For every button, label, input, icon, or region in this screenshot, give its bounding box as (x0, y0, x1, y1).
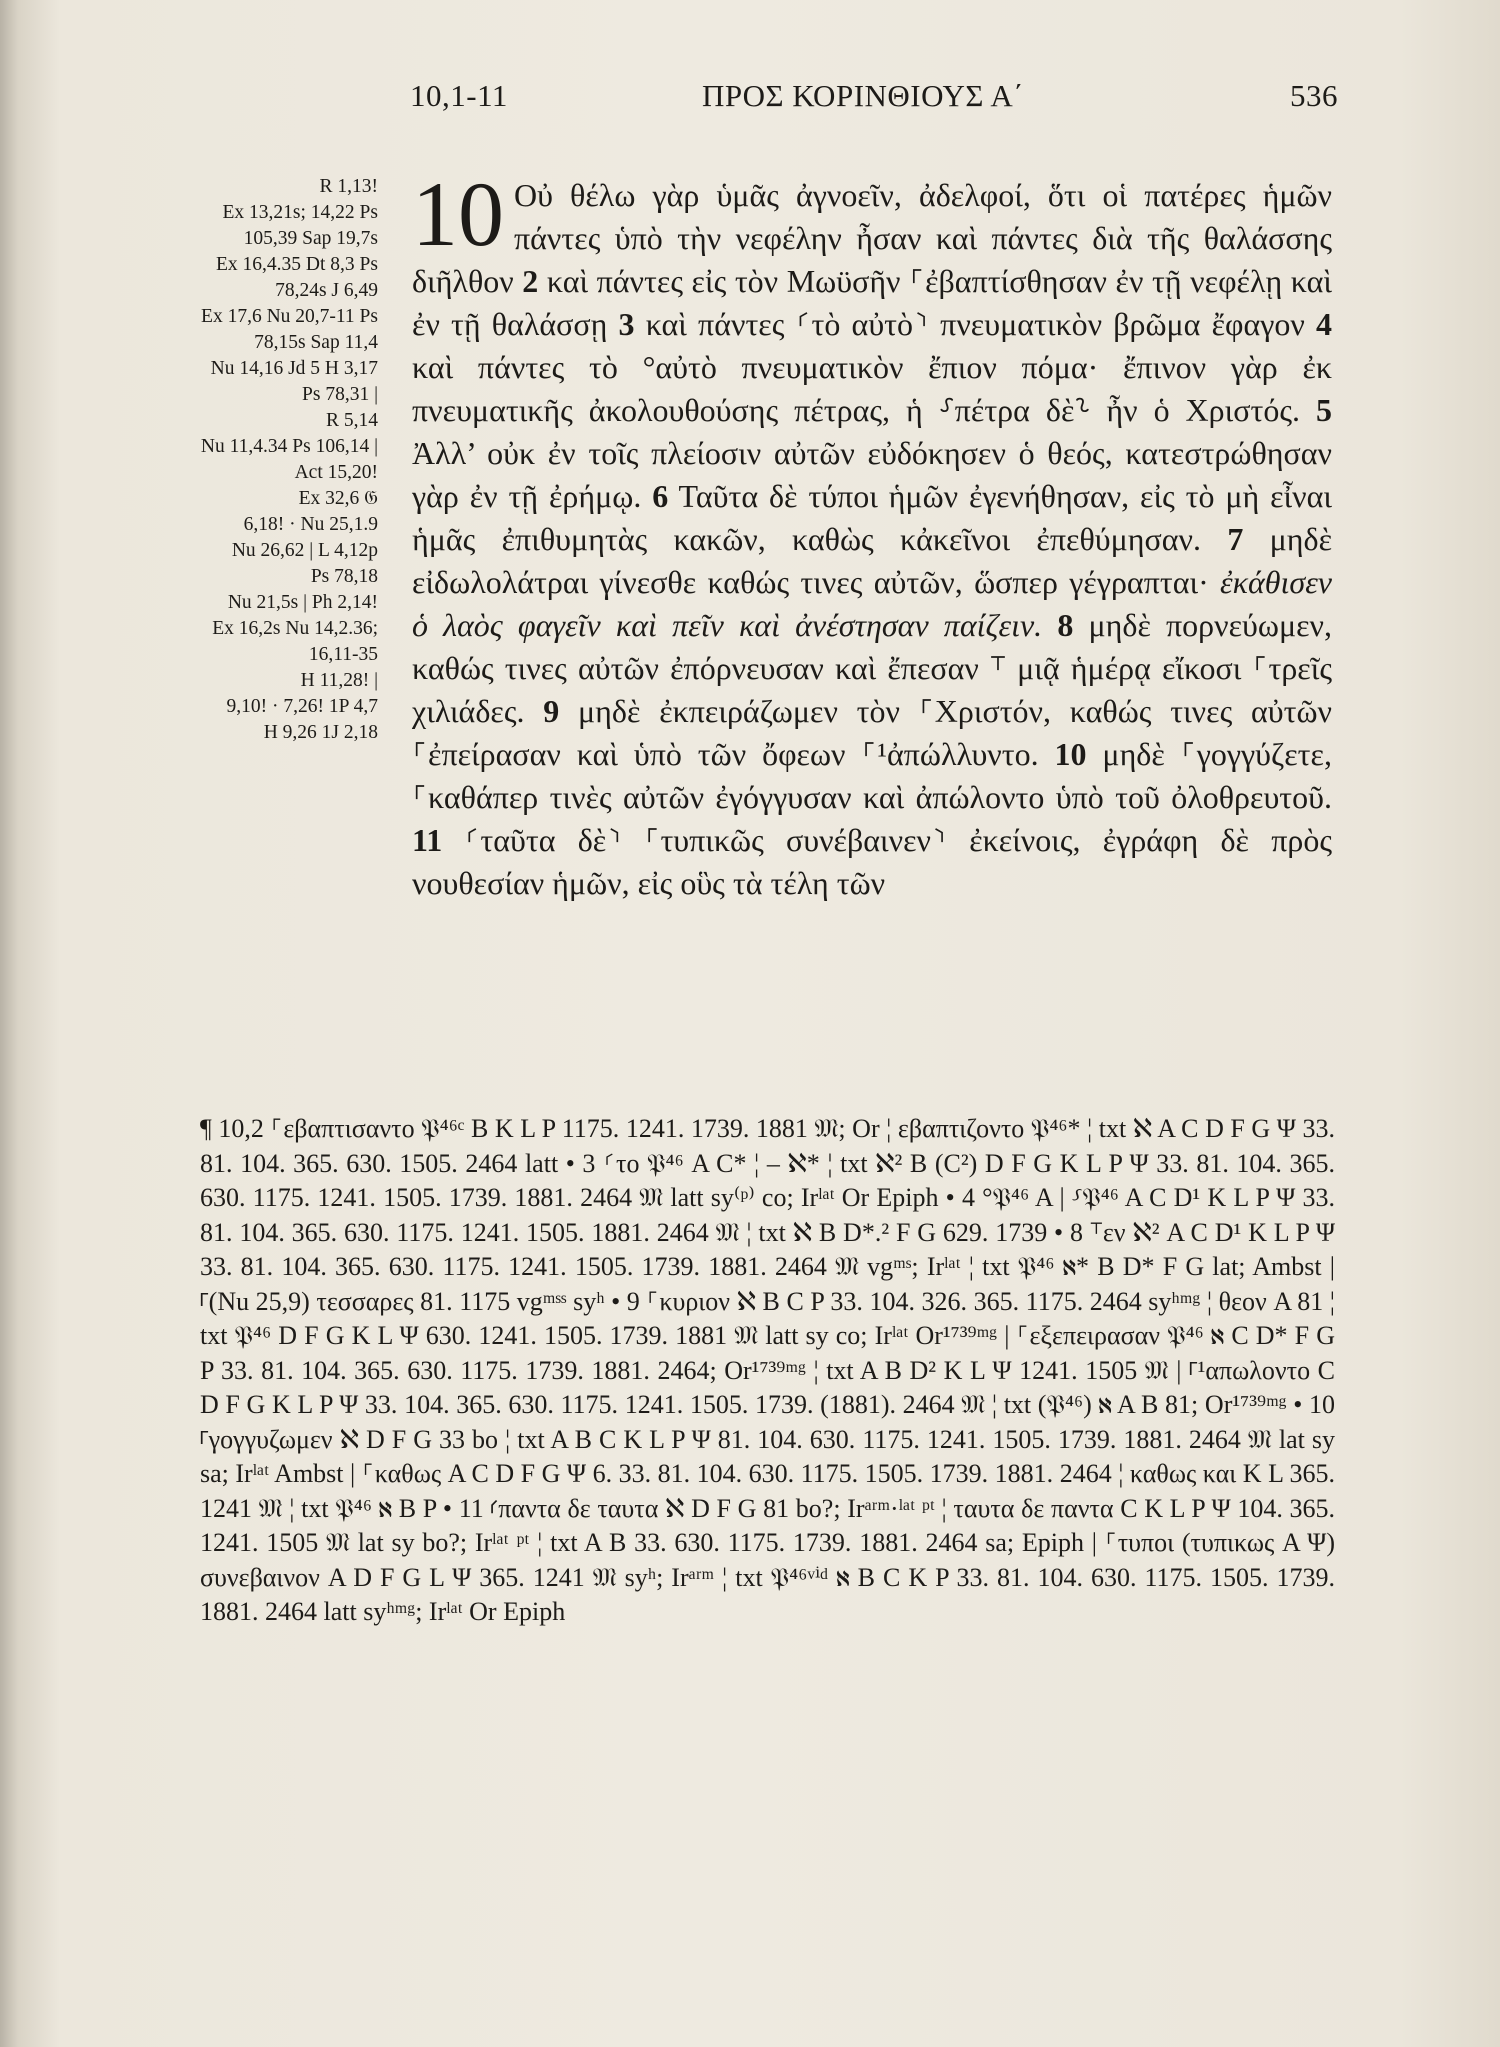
margin-reference-line: Ex 13,21s; 14,22 Ps (222, 202, 378, 223)
margin-reference-group (120, 252, 378, 304)
verse-number: 10 (1054, 736, 1087, 772)
old-testament-quotation: ἐκάθισεν ὁ λαὸς φαγεῖν καὶ πεῖν καὶ ἀνέστησαν παίζειν. (412, 564, 1332, 643)
verse-number: 9 (543, 693, 560, 729)
margin-reference-line: 105,39 Sap 19,7s (243, 228, 378, 249)
verse-text: καὶ πάντες ⸂τὸ αὐτὸ⸃ πνευματικὸν βρῶμα ἔφαγον (634, 306, 1316, 342)
margin-reference-group (120, 590, 378, 616)
margin-reference-group (120, 486, 378, 512)
verse-text: μηδὲ εἰδωλολάτραι γίνεσθε καθώς τινες αὐτῶν, ὥσπερ γέγραπται· (412, 521, 1333, 600)
margin-reference-line: Act 15,20! (294, 462, 378, 483)
verse-number: 6 (652, 478, 669, 514)
margin-reference-line: 6,18! · Nu 25,1.9 (243, 514, 378, 535)
margin-reference-line: R 1,13! (319, 176, 378, 197)
margin-reference-group (120, 174, 378, 200)
running-head-title: ΠΡΟΣ ΚΟΡΙΝΘΙΟΥΣ Α΄ (702, 78, 1025, 113)
verse-text: Ταῦτα δὲ τύποι ἡμῶν ἐγενήθησαν, εἰς τὸ μὴ εἶναι ἡμᾶς ἐπιθυμητὰς κακῶν, καθὼς κἀκεῖνοι ἐπεθύμησαν. (412, 478, 1333, 557)
margin-reference-line: Nu 14,16 Jd 5 H 3,17 (210, 358, 378, 379)
margin-reference-group (120, 616, 378, 668)
verse-number: 11 (412, 822, 443, 858)
critical-apparatus (200, 1112, 1335, 1630)
verse-number: 8 (1057, 607, 1074, 643)
verse-text: μηδὲ ⸀γογγύζετε, ⸀καθάπερ τινὲς αὐτῶν ἐγόγγυσαν καὶ ἀπώλοντο ὑπὸ τοῦ ὀλοθρευτοῦ. (412, 736, 1332, 815)
margin-reference-group (120, 694, 378, 720)
verse-number: 7 (1227, 521, 1244, 557)
margin-reference-line: Ps 78,18 (310, 566, 378, 587)
margin-reference-line: Ex 32,6 𝔊 (298, 488, 378, 509)
margin-references (120, 174, 378, 746)
margin-reference-line: Ex 17,6 Nu 20,7-11 Ps (201, 306, 378, 327)
margin-reference-group (120, 434, 378, 486)
margin-reference-line: 9,10! · 7,26! 1P 4,7 (226, 696, 378, 717)
margin-reference-group (120, 564, 378, 590)
verse-number: 5 (1316, 392, 1333, 428)
margin-reference-group (120, 356, 378, 408)
margin-reference-line: 78,15s Sap 11,4 (254, 332, 378, 353)
margin-reference-line: Ex 16,4.35 Dt 8,3 Ps (216, 254, 378, 275)
verse-text: ⸂ταῦτα δὲ⸃ ⸀τυπικῶς συνέβαινεν⸃ ἐκείνοις, ἐγράφη δὲ πρὸς νουθεσίαν ἡμῶν, εἰς οὓς τὰ τέλη τῶν (412, 822, 1332, 901)
verse-number: 4 (1316, 306, 1332, 342)
margin-reference-group (120, 200, 378, 252)
page-number: 536 (1290, 78, 1338, 113)
margin-reference-line: Ps 78,31 | (302, 384, 378, 405)
margin-reference-line: R 5,14 (325, 410, 378, 431)
verse-number: 3 (618, 306, 635, 342)
margin-reference-line: Nu 26,62 | L 4,12p (231, 540, 378, 561)
margin-reference-line: 78,24s J 6,49 (275, 280, 378, 301)
margin-reference-line: H 11,28! | (300, 670, 378, 691)
running-head-reference: 10,1-11 (410, 78, 508, 113)
verse-text (1042, 607, 1057, 643)
verse-text: μηδὲ ἐκπειράζωμεν τὸν ⸀Χριστόν, καθώς τινες αὐτῶν ⸀ἐπείρασαν καὶ ὑπὸ τῶν ὄφεων ⸀¹ἀπώλλυντο. (412, 693, 1333, 772)
verse-text: Οὐ θέλω γὰρ ὑμᾶς ἀγνοεῖν, ἀδελφοί, ὅτι οἱ πατέρες ἡμῶν πάντες ὑπὸ τὴν νεφέλην ἦσαν καὶ πάντες διὰ τῆς θαλάσσης διῆλθον (412, 177, 1332, 299)
chapter-number: 10 (412, 163, 504, 265)
margin-reference-line: Nu 21,5s | Ph 2,14! (227, 592, 378, 613)
verse-text: Ἀλλ’ οὐκ ἐν τοῖς πλείοσιν αὐτῶν εὐδόκησεν ὁ θεός, κατεστρώθησαν γὰρ ἐν τῇ ἐρήμῳ. (412, 435, 1332, 514)
margin-reference-line: Nu 11,4.34 Ps 106,14 | (200, 436, 378, 457)
margin-reference-group (120, 304, 378, 356)
verse-text: καὶ πάντες εἰς τὸν Μωϋσῆν ⸀ἐβαπτίσθησαν ἐν τῇ νεφέλῃ καὶ ἐν τῇ θαλάσσῃ (412, 263, 1333, 342)
margin-reference-line: H 9,26 1J 2,18 (263, 722, 378, 743)
margin-reference-line: Ex 16,2s Nu 14,2.36; (212, 618, 378, 639)
verse-number: 2 (522, 263, 539, 299)
verse-text: μηδὲ πορνεύωμεν, καθώς τινες αὐτῶν ἐπόρνευσαν καὶ ἔπεσαν ⸆ μιᾷ ἡμέρᾳ εἴκοσι ⸀τρεῖς χιλιάδες. (412, 607, 1333, 729)
apparatus-text: ¶ 10,2 ⸀εβαπτισαντο 𝔓⁴⁶ᶜ B K L P 1175. 1241. 1739. 1881 𝔐; Or ¦ εβαπτιζοντο 𝔓⁴⁶* ¦ txt ℵ A C D F G Ψ 33. 81. 104. 365. 630. 1505. 2464 latt • 3 ⸂το 𝔓⁴⁶ A C* ¦ – ℵ* ¦ txt ℵ² B (C²) D F G K L P Ψ 33. 81. 104. 365. 630. 1175. 1241. 1505. 1739. 1881. 2464 𝔐 latt sy⁽ᵖ⁾ co; Irˡᵃᵗ Or Epiph • 4 °𝔓⁴⁶ A | ⸉𝔓⁴⁶ A C D¹ K L P Ψ 33. 81. 104. 365. 630. 1175. 1241. 1505. 1881. 2464 𝔐 ¦ txt ℵ B D*.² F G 629. 1739 • 8 ⸆εν ℵ² A C D¹ K L P Ψ 33. 81. 104. 365. 630. 1175. 1241. 1505. 1739. 1881. 2464 𝔐 vgᵐˢ; Irˡᵃᵗ ¦ txt 𝔓⁴⁶ ℵ* B D* F G lat; Ambst | ⸀(Nu 25,9) τεσσαρες 81. 1175 vgᵐˢˢ syʰ • 9 ⸀κυριον ℵ B C P 33. 104. 326. 365. 1175. 2464 syʰᵐᵍ ¦ θεον A 81 ¦ txt 𝔓⁴⁶ D F G K L Ψ 630. 1241. 1505. 1739. 1881 𝔐 latt sy co; Irˡᵃᵗ Or¹⁷³⁹ᵐᵍ | ⸀εξεπειρασαν 𝔓⁴⁶ ℵ C D* F G P 33. 81. 104. 365. 630. 1175. 1739. 1881. 2464; Or¹⁷³⁹ᵐᵍ ¦ txt A B D² K L Ψ 1241. 1505 𝔐 | ⸀¹απωλοντο C D F G K L P Ψ 33. 104. 365. 630. 1175. 1241. 1505. 1739. (1881). 2464 𝔐 ¦ txt (𝔓⁴⁶) ℵ A B 81; Or¹⁷³⁹ᵐᵍ • 10 ⸀γογγυζωμεν ℵ D F G 33 bo ¦ txt A B C K L P Ψ 81. 104. 630. 1175. 1241. 1505. 1739. 1881. 2464 𝔐 lat sy sa; Irˡᵃᵗ Ambst | ⸀καθως A C D F G Ψ 6. 33. 81. 104. 630. 1175. 1505. 1739. 1881. 2464 ¦ καθως και K L 365. 1241 𝔐 ¦ txt 𝔓⁴⁶ ℵ B P • 11 ⸂παντα δε ταυτα ℵ D F G 81 bo?; Irᵃʳᵐ·ˡᵃᵗ ᵖᵗ ¦ ταυτα δε παντα C K L P Ψ 104. 365. 1241. 1505 𝔐 lat sy bo?; Irˡᵃᵗ ᵖᵗ ¦ txt A B 33. 630. 1175. 1739. 1881. 2464 sa; Epiph | ⸀τυποι (τυπικως A Ψ) συνεβαινον A D F G L Ψ 365. 1241 𝔐 syʰ; Irᵃʳᵐ ¦ txt 𝔓⁴⁶ᵛⁱᵈ ℵ B C K P 33. 81. 104. 630. 1175. 1505. 1739. 1881. 2464 latt syʰᵐᵍ; Irˡᵃᵗ Or Epiph (200, 1114, 1335, 1626)
margin-reference-line: 16,11-35 (308, 644, 378, 665)
margin-reference-group (120, 512, 378, 538)
verse-text: καὶ πάντες τὸ °αὐτὸ πνευματικὸν ἔπιον πόμα· ἔπινον γὰρ ἐκ πνευματικῆς ἀκολουθούσης πέτρας, ἡ ⸉πέτρα δὲ⸊ ἦν ὁ Χριστός. (412, 349, 1332, 428)
margin-reference-group (120, 538, 378, 564)
margin-reference-group (120, 408, 378, 434)
margin-reference-group (120, 720, 378, 746)
margin-reference-group (120, 668, 378, 694)
chapter-text (412, 163, 1333, 905)
